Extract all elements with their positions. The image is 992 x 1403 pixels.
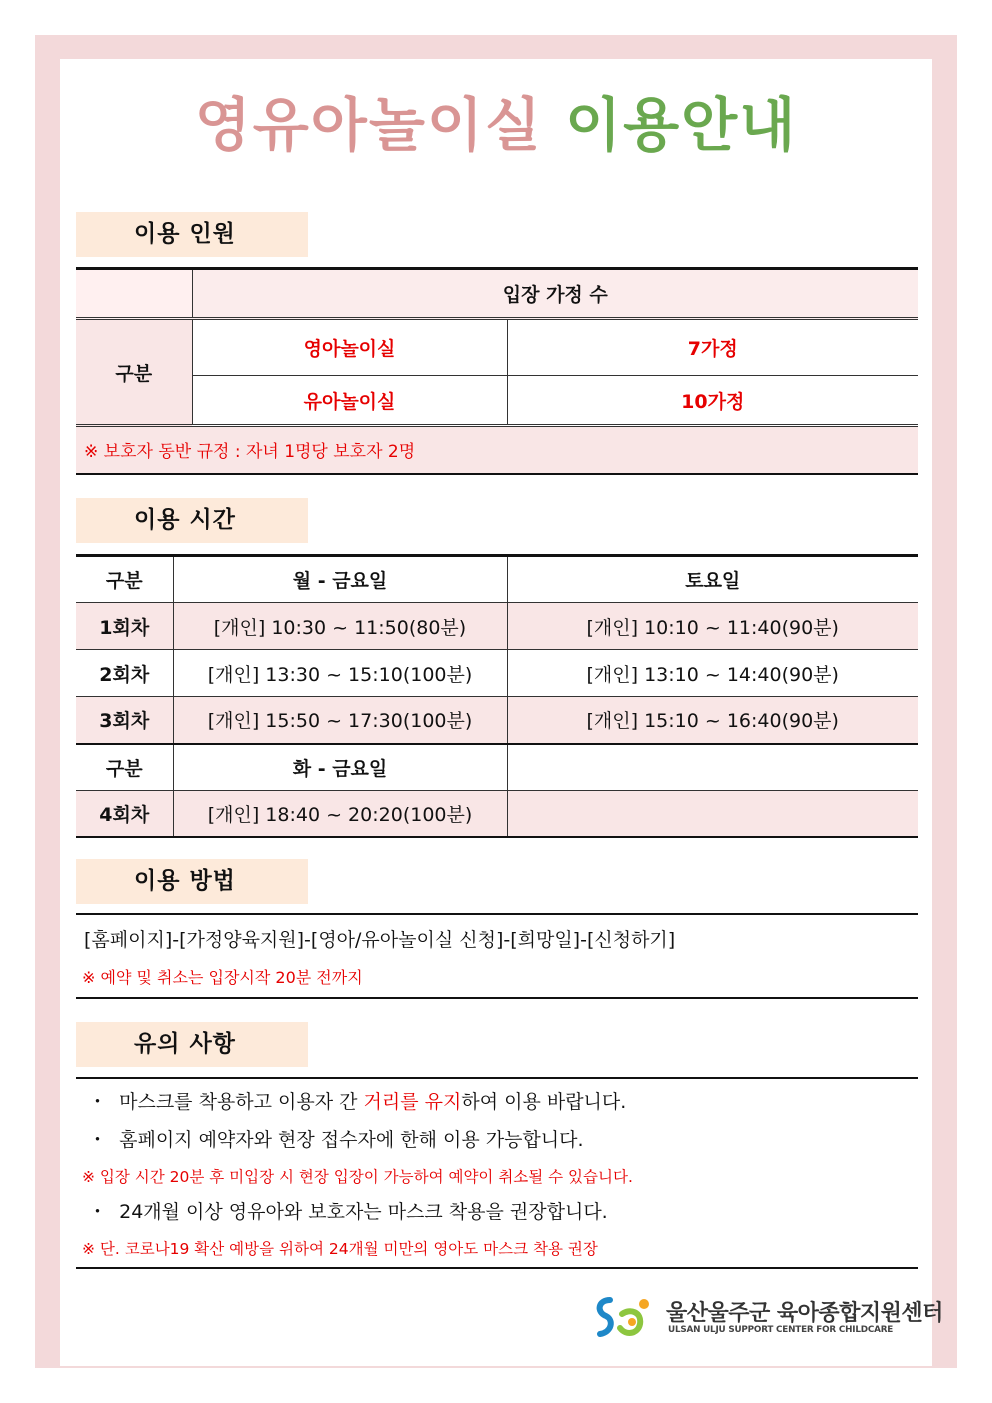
org-logo-icon <box>592 1292 654 1344</box>
section-heading-capacity: 이용 인원 <box>76 212 308 257</box>
bullet-icon: ・ <box>88 1129 108 1151</box>
notes-item-2-text: 홈페이지 예약자와 현장 접수자에 한해 이용 가능합니다. <box>119 1129 584 1151</box>
title-part2: 이용안내 <box>565 91 798 159</box>
org-name-kr: 울산울주군 육아종합지원센터 <box>666 1301 943 1326</box>
section-heading-notes: 유의 사항 <box>76 1022 308 1067</box>
schedule-row-2-saturday: [개인] 13:10 ~ 14:40(90분) <box>507 650 918 697</box>
schedule-row-3-label: 3회차 <box>76 697 173 744</box>
notes-note-3: ※ 단. 코로나19 확산 예방을 위하여 24개월 미만의 영아도 마스크 착용 권장 <box>82 1240 598 1258</box>
page-title <box>0 78 992 162</box>
capacity-row-label: 구분 <box>76 319 192 426</box>
capacity-note: ※ 보호자 동반 규정 : 자녀 1명당 보호자 2명 <box>76 426 918 474</box>
section-heading-method: 이용 방법 <box>76 859 308 904</box>
notes-note-2: ※ 입장 시간 20분 후 미입장 시 현장 입장이 가능하여 예약이 취소될 수 있습니다. <box>82 1168 633 1186</box>
notes-box <box>76 1077 918 1269</box>
method-box <box>76 913 918 999</box>
bullet-icon: ・ <box>88 1201 108 1223</box>
schedule-table <box>76 554 918 838</box>
capacity-room-2: 유아놀이실 <box>192 376 507 426</box>
schedule-row-1-weekday: [개인] 10:30 ~ 11:50(80분) <box>173 603 507 650</box>
org-logo <box>592 1292 943 1344</box>
schedule-row-3-weekday: [개인] 15:50 ~ 17:30(100분) <box>173 697 507 744</box>
notes-item-1-pre: 마스크를 착용하고 이용자 간 <box>119 1091 364 1113</box>
schedule-head2-label: 구분 <box>76 744 173 791</box>
capacity-count-1: 7가정 <box>507 319 918 376</box>
notes-item-1-highlight: 거리를 유지 <box>363 1091 462 1113</box>
capacity-header-blank <box>76 269 192 319</box>
schedule-row-4-label: 4회차 <box>76 791 173 837</box>
notes-item-3-text: 24개월 이상 영유아와 보호자는 마스크 착용을 권장합니다. <box>119 1201 608 1223</box>
method-path: [홈페이지]-[가정양육지원]-[영아/유아놀이실 신청]-[희망일]-[신청하기] <box>84 929 676 951</box>
schedule-row-2-label: 2회차 <box>76 650 173 697</box>
title-part1: 영유아놀이실 <box>194 91 543 159</box>
schedule-row-2-weekday: [개인] 13:30 ~ 15:10(100분) <box>173 650 507 697</box>
schedule-head-weekday: 월 - 금요일 <box>173 556 507 603</box>
notes-item-1 <box>88 1087 626 1114</box>
schedule-row-4-empty <box>507 791 918 837</box>
schedule-head2-weekday: 화 - 금요일 <box>173 744 507 791</box>
capacity-header: 입장 가정 수 <box>192 269 918 319</box>
capacity-table <box>76 267 918 475</box>
schedule-head-saturday: 토요일 <box>507 556 918 603</box>
schedule-row-3-saturday: [개인] 15:10 ~ 16:40(90분) <box>507 697 918 744</box>
notes-item-2 <box>88 1125 584 1152</box>
capacity-room-1: 영아놀이실 <box>192 319 507 376</box>
method-note: ※ 예약 및 취소는 입장시작 20분 전까지 <box>82 968 363 987</box>
schedule-row-1-saturday: [개인] 10:10 ~ 11:40(90분) <box>507 603 918 650</box>
schedule-head2-empty <box>507 744 918 791</box>
section-heading-time: 이용 시간 <box>76 498 308 543</box>
notes-item-3 <box>88 1197 608 1224</box>
schedule-row-4-weekday: [개인] 18:40 ~ 20:20(100분) <box>173 791 507 837</box>
schedule-head-label: 구분 <box>76 556 173 603</box>
capacity-count-2: 10가정 <box>507 376 918 426</box>
bullet-icon: ・ <box>88 1091 108 1113</box>
org-name-en: ULSAN ULJU SUPPORT CENTER FOR CHILDCARE <box>668 1325 894 1335</box>
schedule-row-1-label: 1회차 <box>76 603 173 650</box>
notes-item-1-post: 하여 이용 바랍니다. <box>461 1091 627 1113</box>
